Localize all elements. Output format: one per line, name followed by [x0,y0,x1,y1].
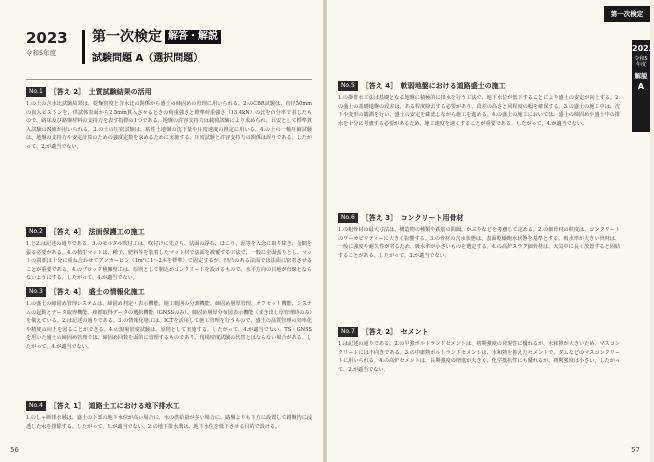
question-title: ［答え 4］ 盛土の情報化施工 [49,288,145,296]
question-body: 1.の粗骨材の最大寸法は、構造物の種類や鉄筋の間隔、かぶりなどを考慮して定める。2.の細骨材の粒度は、コンクリートのワーカビリティーに大きく影響する。3.の骨材の含水状態は、表面乾燥飽水状態を基準とする。吸水率が大きい骨材は、一般に強度や耐久性が劣るため、吸水率が小さいものを選定する。4.の高炉スラグ細骨材は、大気中に長く放置すると固結することがある。したがって、3.が適当でない。 [338,227,620,259]
chapter-tab: 第一次検定 [604,6,650,22]
question-body: 1.と2.は記述の通りである。3.のモルタル吹付工は、吹付けに先立ち、法面の浮石、ほこり、泥等を入念に取り除き、金網を張る必要がある。4.の植生マットは、種子、肥料等を装着したマット材で法面を被覆する工法で、一般に全面張りとし、マットの端部は十分に重ね合わせてアンカーピン（1m²に1～2本を標準）で固定するが、凹凸のある法面では法面に密着させることが重要である。4.のブロック積擁壁工は、原則として胴込めコンクリートを設けるもので、水平方向の目地が直線とならないようにする。したがって、4.が適当でない。 [26,241,312,282]
page-subtitle: 試験問題 A（選択問題） [92,53,204,64]
question-body: 1.の土の含水比試験結果は、乾燥密度と含水比の関係から盛土の締固めの管理に用いられる。2.のCBR試験は、直径50mmの貫入ピストンを、供試体表面から2.5mm貫入させるときの荷重強さと標準荷重強さ（13.4kN）の比を百分率で表したもので、路床及び路盤材料の支持力を表す指標の1つである。地盤の許容支持力は載荷試験により求められ、目安として標準貫入試験のN値が用いられる。3.の土の圧密試験は、粘性土地盤の沈下量や圧密速度の推定に用いる。4.の土の一軸圧縮試験は、地盤の支持力や安定計算のための強度定数を求めるために実施する。圧密試験と許容支持力の関係は誤りである。したがって、2.が適当でない。 [26,101,312,150]
side-index-tab [632,40,654,132]
question-title: ［答え 2］ セメント [361,328,429,336]
question-7 [338,326,620,444]
question-title: ［答え 4］ 法面保護工の施工 [49,228,145,236]
question-number: No.6 [338,213,358,223]
question-number: No.7 [338,327,358,337]
side-tab-letter: A [637,82,645,91]
title-text: 第一次検定 [92,29,162,45]
question-6 [338,212,620,330]
question-header [26,226,312,238]
side-tab-year: 2023 [632,44,654,53]
side-tab-era: 令和5年度 [634,56,648,68]
question-header [338,212,620,224]
question-header [338,80,620,92]
page-header [26,30,312,74]
question-number: No.2 [26,227,46,237]
question-header [26,86,312,98]
answer-badge: 解答・解説 [165,30,221,44]
question-number: No.4 [26,401,46,411]
header-divider [82,30,85,64]
year-block [26,30,78,64]
question-1 [26,86,312,220]
question-body: 1.の掛排水工法は基礎となる地盤に積極的に排水を行う工法で、地下水位が低下することにより盛土の安定が向上する。2.の盛土の基礎地盤の段差は、ある程度除去する必要があり、段差の高さと同程度の幅を確保する。3.の盛土の施工中は、沈下や変形の観測を行い、盛土の安定を確認しながら施工を進める。4.の盛土の施工においては、盛土の締固めや盛土中の排水を十分に考慮する必要があるため、施工速度を速くすることが重要である。したがって、4.が適当でない。 [338,95,620,127]
header-rule [26,79,312,80]
question-number: No.3 [26,287,46,297]
exam-year: 2023 [26,29,68,47]
side-tab-word: 解説 [634,72,648,80]
question-header [26,400,312,412]
question-body: 1.の盛土の締固め管理システムは、締固め判定・表示機能、施工範囲の分割機能、締固め層厚管理、オフセット機能、システムの起動とデータ取得機能、座標取得データの選択機能（GNSSのみ）、締固め層厚分布図表示機能（まき出し厚管理時のみ）を備えている。2.は記述の通りである。3.の情報化施工は、ICTを活用して施工管理を行うもので、盛土の品質管理の効率化や精度の向上を図ることができる。4.の現場密度試験は、原則として実施する。したがって、4.が適当でない。TS・GNSSを用いた盛土の締固め管理では、締固め回数を面的に管理するものであり、現場密度試験の代替とはならない場合がある。したがって、4.が適当でない。 [26,301,312,350]
question-title: ［答え 4］ 軟弱地盤における道路盛土の施工 [361,82,506,90]
question-2 [26,226,312,292]
question-title: ［答え 2］ 土質試験結果の活用 [49,88,152,96]
question-body: 1.は記述の通りである。2.の早強ポルトランドセメントは、初期強度の発現性に優れるが、水和熱が大きいため、マスコンクリートには不向きである。3.の中庸熱ポルトランドセメントは、水和熱を抑えたセメントで、ダムなどのマスコンクリートに用いられる。4.の高炉セメントは、長期強度の増進が大きく、化学抵抗性にも優れるが、初期強度は小さい。したがって、2.が適当でない。 [338,341,620,373]
question-body: 1.のしゃ断排水層は、盛土の下部の地下水位が高い場合に、水の供給量が多い場合に、路盤よりも下方に設置して路盤内に浸透した水を排除する。したがって、1.が適当でない。2.の地下排水溝は、地下水位を低下させる目的で設ける。 [26,415,312,430]
page-title [92,28,221,46]
title-block [92,28,221,64]
era-year: 令和5年度 [26,49,57,57]
question-3 [26,286,312,386]
question-number: No.5 [338,81,358,91]
page-number-left: 56 [10,446,19,454]
page-number-right: 57 [631,446,640,454]
question-title: ［答え 1］ 道路土工における地下排水工 [49,402,180,410]
question-5 [338,80,620,206]
question-number: No.1 [26,87,46,97]
question-header [338,326,620,338]
question-4 [26,400,312,448]
question-header [26,286,312,298]
question-title: ［答え 3］ コンクリート用骨材 [361,214,464,222]
